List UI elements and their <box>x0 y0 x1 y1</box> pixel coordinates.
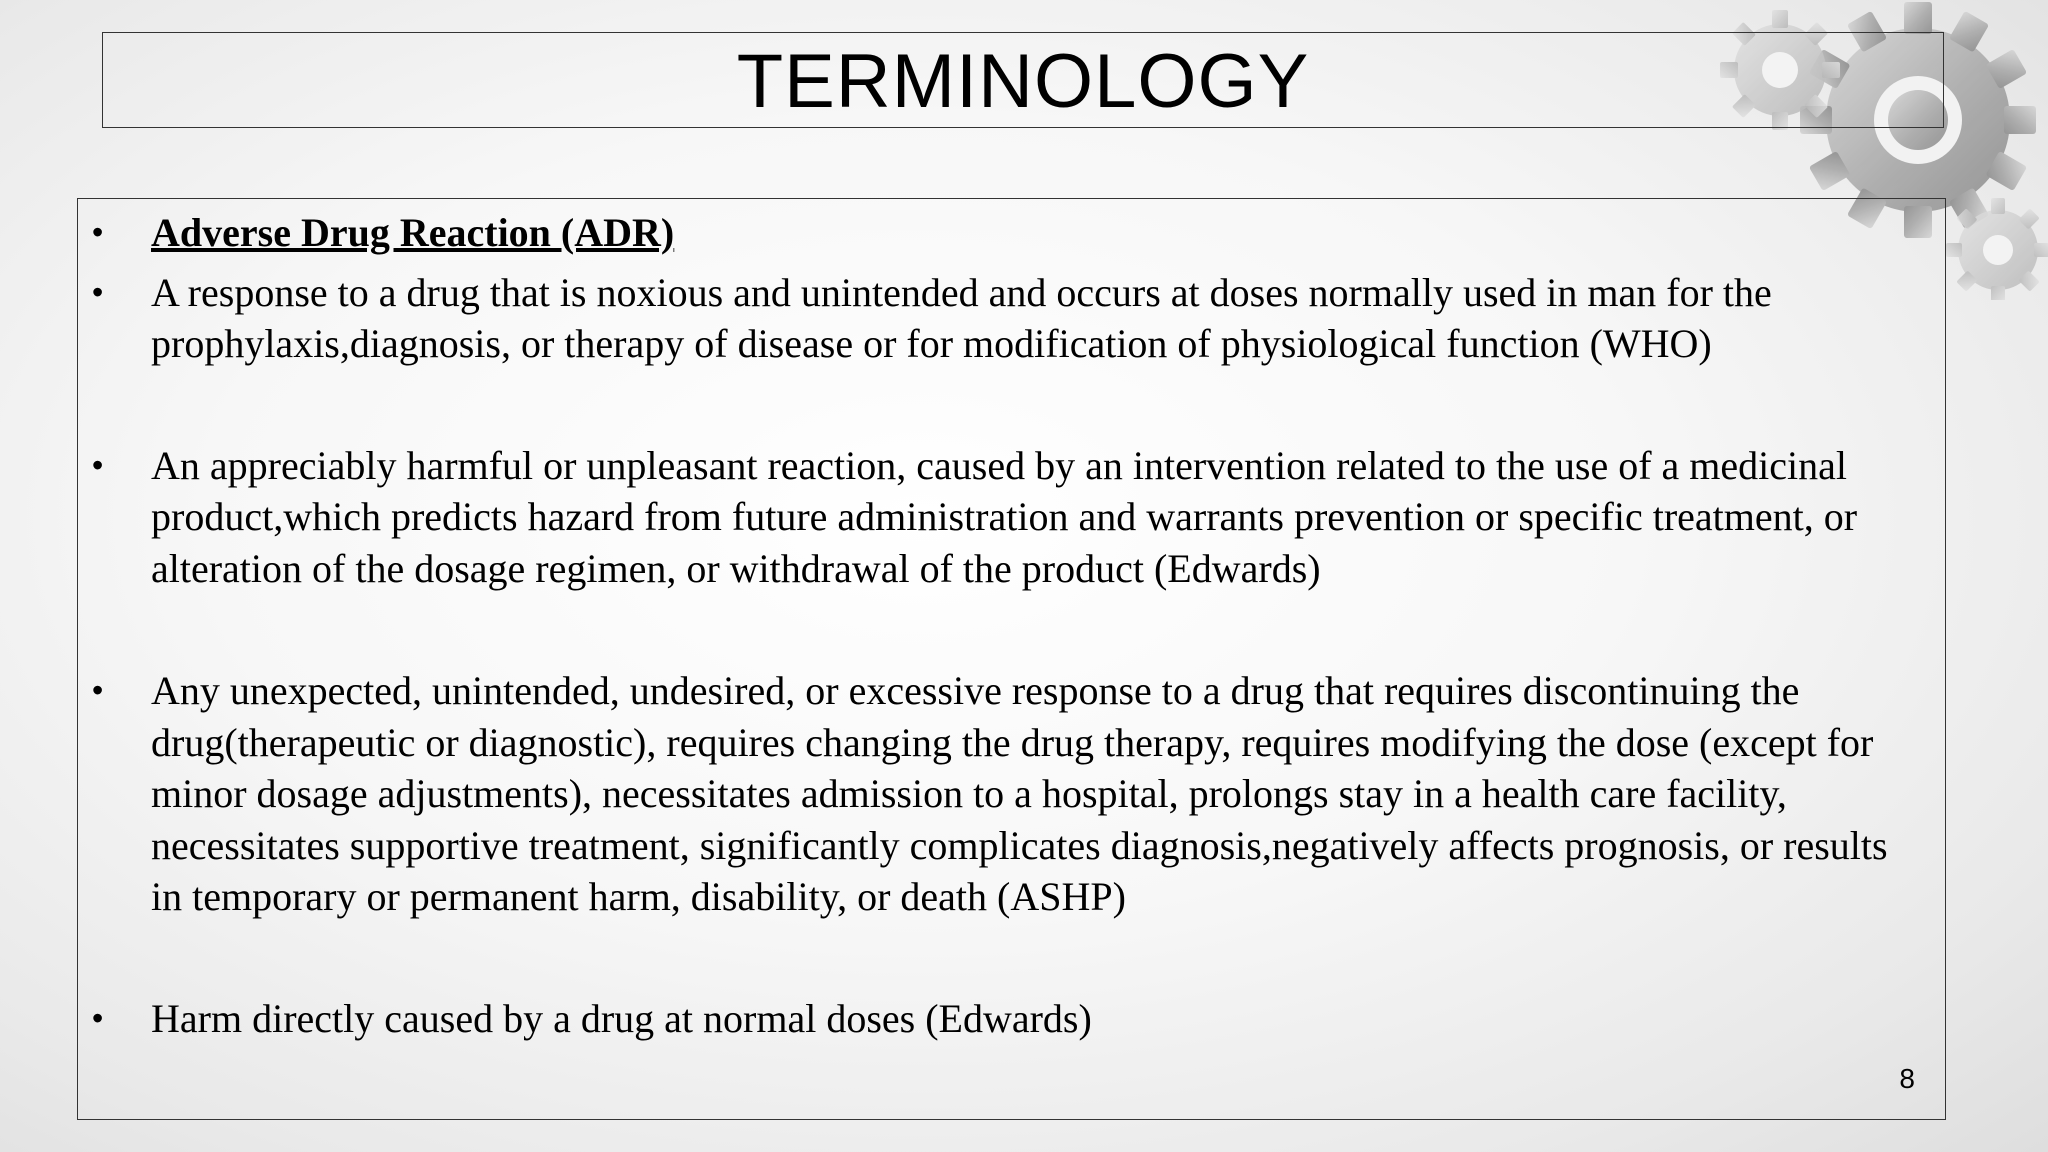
title-box <box>102 32 1944 128</box>
bullet-item-who-definition <box>78 267 1945 370</box>
bullet-text: Adverse Drug Reaction (ADR) <box>151 210 675 255</box>
slide-number: 8 <box>1899 1063 1915 1094</box>
bullet-dot-icon: • <box>92 446 104 483</box>
bullet-dot-icon: • <box>92 214 104 250</box>
bullet-dot-icon: • <box>92 999 104 1036</box>
bullet-text: An appreciably harmful or unpleasant reaction, caused by an intervention related to the use of a medicinal product,which predicts hazard from future administration and warrants prevention or specific treatment, or alteration of the dosage regimen, or withdrawal of the product (Edwards) <box>151 442 1858 591</box>
bullet-dot-icon: • <box>92 672 104 708</box>
bullet-item-heading <box>78 207 1945 259</box>
bullet-item-ashp-definition <box>78 665 1945 923</box>
bullet-text: Any unexpected, unintended, undesired, or excessive response to a drug that requires discontinuing the drug(therapeutic or diagnostic), requires changing the drug therapy, requires modifying the dose (except for minor dosage adjustments), necessitates admission to a hospital, prolongs stay in a health care facility, necessitates supportive treatment, significantly complicates diagnosis,negatively affects prognosis, or results in temporary or permanent harm, disability, or death (ASHP) <box>151 668 1888 919</box>
bullet-dot-icon: • <box>92 273 104 310</box>
bullet-item-edwards-definition <box>78 440 1945 595</box>
bullet-text: Harm directly caused by a drug at normal doses (Edwards) <box>151 995 1092 1041</box>
bullet-list <box>78 207 1945 1044</box>
slide-title: TERMINOLOGY <box>736 39 1310 124</box>
bullet-text: A response to a drug that is noxious and unintended and occurs at doses normally used in man for the prophylaxis,diagnosis, or therapy of disease or for modification of physiological function (WHO) <box>151 269 1772 366</box>
content-box <box>77 198 1946 1120</box>
bullet-item-edwards-short-definition <box>78 993 1945 1045</box>
